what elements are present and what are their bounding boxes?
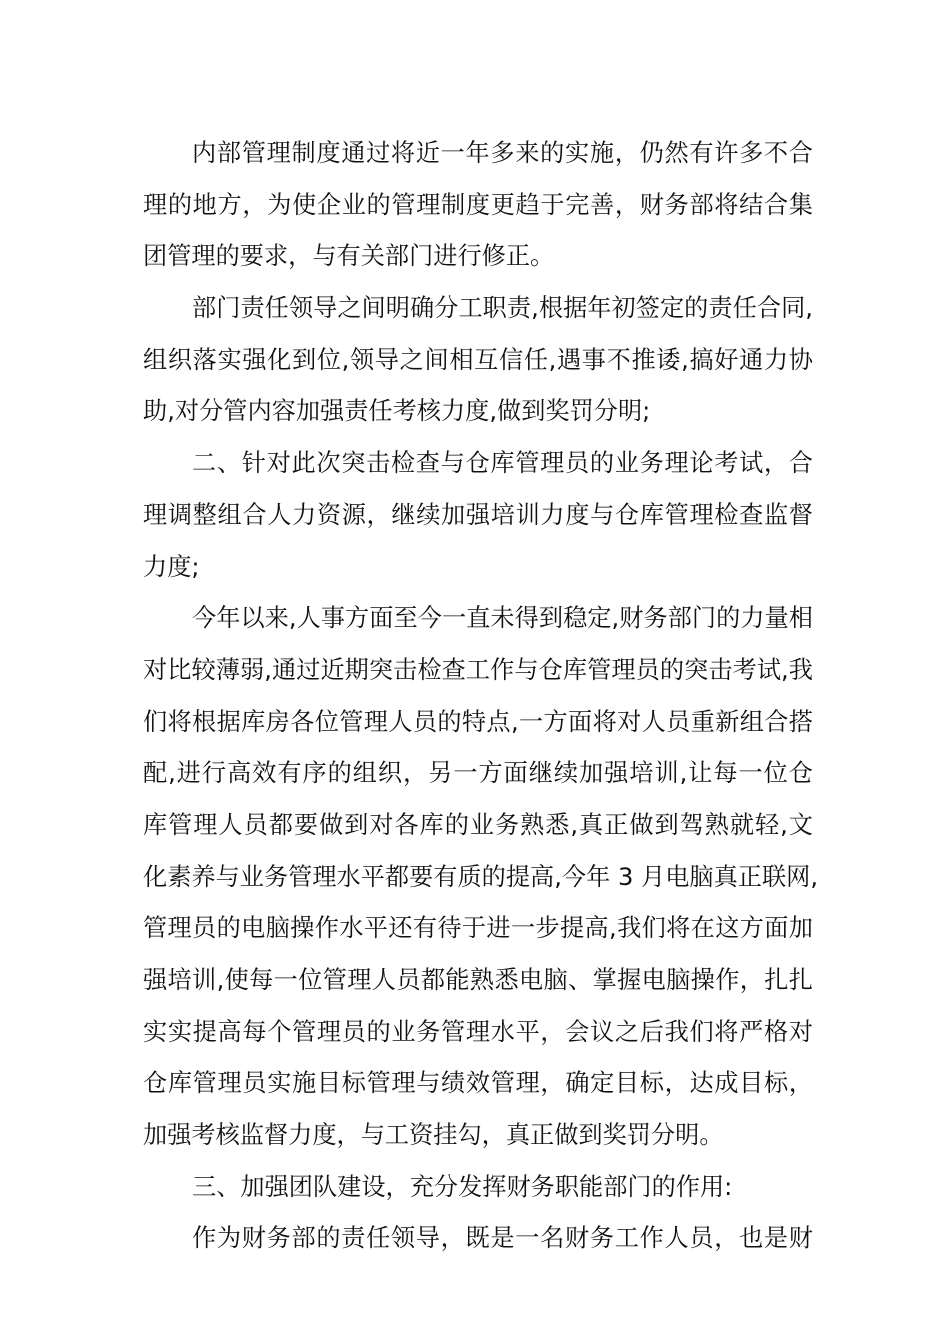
paragraph-section-two-heading xyxy=(143,438,813,593)
text-line: 理的地方，为使企业的管理制度更趋于完善，财务部将结合集 xyxy=(143,190,813,219)
paragraph-finance-leadership xyxy=(143,1213,813,1265)
text-line: 实实提高每个管理员的业务管理水平，会议之后我们将严格对 xyxy=(143,1017,813,1046)
text-line: 力度; xyxy=(143,552,200,581)
paragraph-staffing-training xyxy=(143,593,819,1162)
text-line: 今年以来,人事方面至今一直未得到稳定,财务部门的力量相 xyxy=(192,604,813,633)
text-line: 加强考核监督力度，与工资挂勾，真正做到奖罚分明。 xyxy=(143,1121,724,1150)
text-line: 强培训,使每一位管理人员都能熟悉电脑、掌握电脑操作，扎扎 xyxy=(143,966,813,994)
text-line: 化素养与业务管理水平都要有质的提高,今年 3 月电脑真正联网, xyxy=(143,862,819,891)
text-line: 内部管理制度通过将近一年多来的实施，仍然有许多不合 xyxy=(192,139,813,167)
text-line: 二、针对此次突击检查与仓库管理员的业务理论考试，合 xyxy=(192,449,813,478)
text-line: 部门责任领导之间明确分工职责,根据年初签定的责任合同, xyxy=(192,294,813,323)
text-line: 组织落实强化到位,领导之间相互信任,遇事不推诿,搞好通力协 xyxy=(143,345,813,374)
paragraph-leadership-duties xyxy=(143,283,813,438)
text-line: 团管理的要求，与有关部门进行修正。 xyxy=(143,242,555,271)
paragraph-management-system xyxy=(143,128,813,283)
document-body xyxy=(143,128,819,1265)
text-line: 对比较薄弱,通过近期突击检查工作与仓库管理员的突击考试,我 xyxy=(143,655,813,684)
paragraph-section-three-heading xyxy=(143,1162,813,1214)
text-line: 理调整组合人力资源，继续加强培训力度与仓库管理检查监督 xyxy=(143,500,813,529)
text-line: 管理员的电脑操作水平还有待于进一步提高,我们将在这方面加 xyxy=(143,914,813,943)
text-line: 配,进行高效有序的组织，另一方面继续加强培训,让每一位仓 xyxy=(143,759,813,788)
text-line: 三、加强团队建设，充分发挥财务职能部门的作用: xyxy=(192,1172,733,1201)
text-line: 作为财务部的责任领导，既是一名财务工作人员，也是财 xyxy=(192,1224,813,1253)
text-line: 库管理人员都要做到对各库的业务熟悉,真正做到驾熟就轻,文 xyxy=(143,810,813,839)
text-line: 助,对分管内容加强责任考核力度,做到奖罚分明; xyxy=(143,397,651,426)
text-line: 仓库管理员实施目标管理与绩效管理，确定目标，达成目标， xyxy=(143,1069,813,1098)
text-line: 们将根据库房各位管理人员的特点,一方面将对人员重新组合搭 xyxy=(143,707,813,736)
